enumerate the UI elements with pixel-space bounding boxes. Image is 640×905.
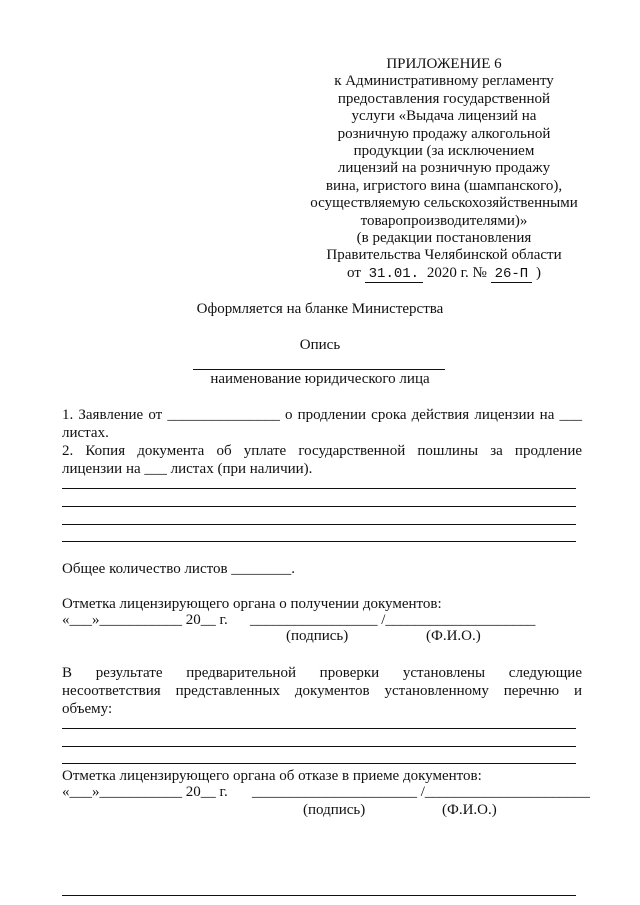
item1-line-a: 1. Заявление от _______________ о продлении срока действия лицензии на ___ xyxy=(62,407,582,423)
item2-line-b: лицензии на ___ листах (при наличии). xyxy=(62,461,313,477)
receipt-signature-label: (подпись) xyxy=(286,628,349,644)
appendix-title: ПРИЛОЖЕНИЕ 6 xyxy=(386,56,502,72)
total-sheets: Общее количество листов ________. xyxy=(62,561,296,577)
header-line-11: Правительства Челябинской области xyxy=(326,247,562,264)
blank-line-6 xyxy=(62,746,576,747)
receipt-signature-line: _________________ /____________________ xyxy=(250,612,536,628)
appendix-header xyxy=(300,56,588,283)
refusal-signature-label: (подпись) xyxy=(303,802,366,818)
check-result-line-3: объему: xyxy=(62,701,113,717)
entity-caption: наименование юридического лица xyxy=(210,371,430,387)
refusal-signature-line: ______________________ /______________________ xyxy=(252,784,590,800)
refusal-title: Отметка лицензирующего органа об отказе в приеме документов: xyxy=(62,768,482,784)
receipt-name-label: (Ф.И.О.) xyxy=(426,628,481,644)
blank-line-5 xyxy=(62,728,576,729)
header-line-3: услуги «Выдача лицензий на xyxy=(351,108,537,125)
number-stamp: 26-П xyxy=(491,266,533,283)
check-result-line-2: несоответствия представленных документов установленному перечню и xyxy=(62,683,582,699)
form-note: Оформляется на бланке Министерства xyxy=(196,301,444,317)
header-line-10: (в редакции постановления xyxy=(356,230,532,247)
refusal-date-line: «___»___________ 20__ г. xyxy=(62,784,228,800)
receipt-title: Отметка лицензирующего органа о получении документов: xyxy=(62,596,442,612)
blank-line-2 xyxy=(62,506,576,507)
header-line-6: лицензий на розничную продажу xyxy=(337,160,551,177)
receipt-date-line: «___»___________ 20__ г. xyxy=(62,612,228,628)
refusal-name-label: (Ф.И.О.) xyxy=(442,802,497,818)
close-paren: ) xyxy=(535,264,541,281)
header-line-5: продукции (за исключением xyxy=(353,143,535,160)
check-result-block xyxy=(62,664,582,718)
header-line-8: осуществляемую сельскохозяйственными xyxy=(310,195,578,212)
header-line-7: вина, игристого вина (шампанского), xyxy=(325,177,563,194)
date-stamp: 31.01. xyxy=(365,266,423,283)
item2-line-a: 2. Копия документа об уплате государственной пошлины за продление xyxy=(62,443,582,459)
header-line-4: розничную продажу алкогольной xyxy=(337,125,551,142)
items-block xyxy=(62,406,582,478)
header-line-9: товаропроизводителями)» xyxy=(360,212,528,229)
header-line-1: к Административному регламенту xyxy=(334,73,554,90)
header-line-2: предоставления государственной xyxy=(337,90,551,107)
blank-line-3 xyxy=(62,524,576,525)
year-text: 2020 г. № xyxy=(426,264,487,281)
date-prefix: от xyxy=(347,264,361,281)
blank-line-4 xyxy=(62,541,576,542)
entity-name-line xyxy=(193,369,445,370)
blank-line-1 xyxy=(62,488,576,489)
blank-line-7 xyxy=(62,763,576,764)
check-result-line-1: В результате предварительной проверки установлены следующие xyxy=(62,665,582,681)
doc-title: Опись xyxy=(299,337,341,353)
item1-line-b: листах. xyxy=(62,425,109,441)
header-date-line xyxy=(300,265,588,283)
bottom-line xyxy=(62,895,576,896)
